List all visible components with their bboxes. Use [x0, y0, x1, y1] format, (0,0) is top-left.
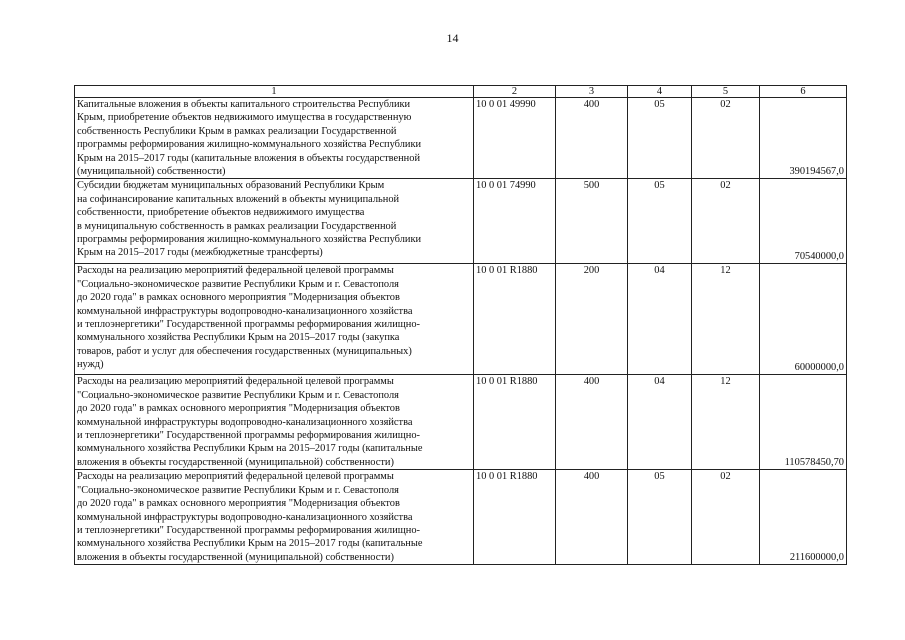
- header-cell: 6: [760, 86, 847, 98]
- target-code: 10 0 01 R1880: [474, 264, 556, 375]
- expense-type-code: 400: [556, 470, 628, 565]
- expense-type-code: 400: [556, 98, 628, 179]
- budget-table: [74, 85, 847, 565]
- amount: 60000000,0: [760, 264, 847, 375]
- expense-description: Расходы на реализацию мероприятий федеральной целевой программы "Социально-экономическое развитие Республики Крым и г. Севастополя до 2020 года" в рамках основного мероприятия "Модернизация объектов коммунальной инфраструктуры водопроводно-канализационного хозяйства и теплоэнергетики" Государственной программы реформирования жилищно- коммунального хозяйства Республики Крым на 2015–2017 годы (закупка товаров, работ и услуг для обеспечения государственных (муниципальных) нужд): [75, 264, 474, 375]
- subsection-code: 02: [692, 179, 760, 264]
- table-row: [75, 470, 847, 565]
- table-row: [75, 98, 847, 179]
- expense-description: Расходы на реализацию мероприятий федеральной целевой программы "Социально-экономическое развитие Республики Крым и г. Севастополя до 2020 года" в рамках основного мероприятия "Модернизация объектов коммунальной инфраструктуры водопроводно-канализационного хозяйства и теплоэнергетики" Государственной программы реформирования жилищно- коммунального хозяйства Республики Крым на 2015–2017 годы (капитальные вложения в объекты государственной (муниципальной) собственности): [75, 470, 474, 565]
- subsection-code: 02: [692, 98, 760, 179]
- expense-description: Субсидии бюджетам муниципальных образований Республики Крым на софинансирование капитальных вложений в объекты муниципальной собственности, приобретение объектов недвижимого имущества в муниципальную собственность в рамках реализации Государственной программы реформирования жилищно-коммунального хозяйства Республики Крым на 2015–2017 годы (межбюджетные трансферты): [75, 179, 474, 264]
- header-cell: 1: [75, 86, 474, 98]
- amount: 70540000,0: [760, 179, 847, 264]
- amount: 110578450,70: [760, 375, 847, 470]
- target-code: 10 0 01 49990: [474, 98, 556, 179]
- table-row: [75, 375, 847, 470]
- amount: 390194567,0: [760, 98, 847, 179]
- target-code: 10 0 01 74990: [474, 179, 556, 264]
- subsection-code: 02: [692, 470, 760, 565]
- expense-description: Капитальные вложения в объекты капитального строительства Республики Крым, приобретение объектов недвижимого имущества в государственную собственность Республики Крым в рамках реализации Государственной программы реформирования жилищно-коммунального хозяйства Республики Крым на 2015–2017 годы (капитальные вложения в объекты государственной (муниципальной) собственности): [75, 98, 474, 179]
- section-code: 05: [628, 470, 692, 565]
- expense-description: Расходы на реализацию мероприятий федеральной целевой программы "Социально-экономическое развитие Республики Крым и г. Севастополя до 2020 года" в рамках основного мероприятия "Модернизация объектов коммунальной инфраструктуры водопроводно-канализационного хозяйства и теплоэнергетики" Государственной программы реформирования жилищно- коммунального хозяйства Республики Крым на 2015–2017 годы (капитальные вложения в объекты государственной (муниципальной) собственности): [75, 375, 474, 470]
- header-cell: 4: [628, 86, 692, 98]
- table-header-row: [75, 86, 847, 98]
- section-code: 04: [628, 375, 692, 470]
- header-cell: 3: [556, 86, 628, 98]
- section-code: 05: [628, 179, 692, 264]
- subsection-code: 12: [692, 264, 760, 375]
- section-code: 04: [628, 264, 692, 375]
- page-number: 14: [446, 31, 459, 45]
- amount: 211600000,0: [760, 470, 847, 565]
- header-cell: 5: [692, 86, 760, 98]
- subsection-code: 12: [692, 375, 760, 470]
- section-code: 05: [628, 98, 692, 179]
- expense-type-code: 500: [556, 179, 628, 264]
- table-row: [75, 264, 847, 375]
- expense-type-code: 200: [556, 264, 628, 375]
- table-row: [75, 179, 847, 264]
- target-code: 10 0 01 R1880: [474, 375, 556, 470]
- expense-type-code: 400: [556, 375, 628, 470]
- target-code: 10 0 01 R1880: [474, 470, 556, 565]
- header-cell: 2: [474, 86, 556, 98]
